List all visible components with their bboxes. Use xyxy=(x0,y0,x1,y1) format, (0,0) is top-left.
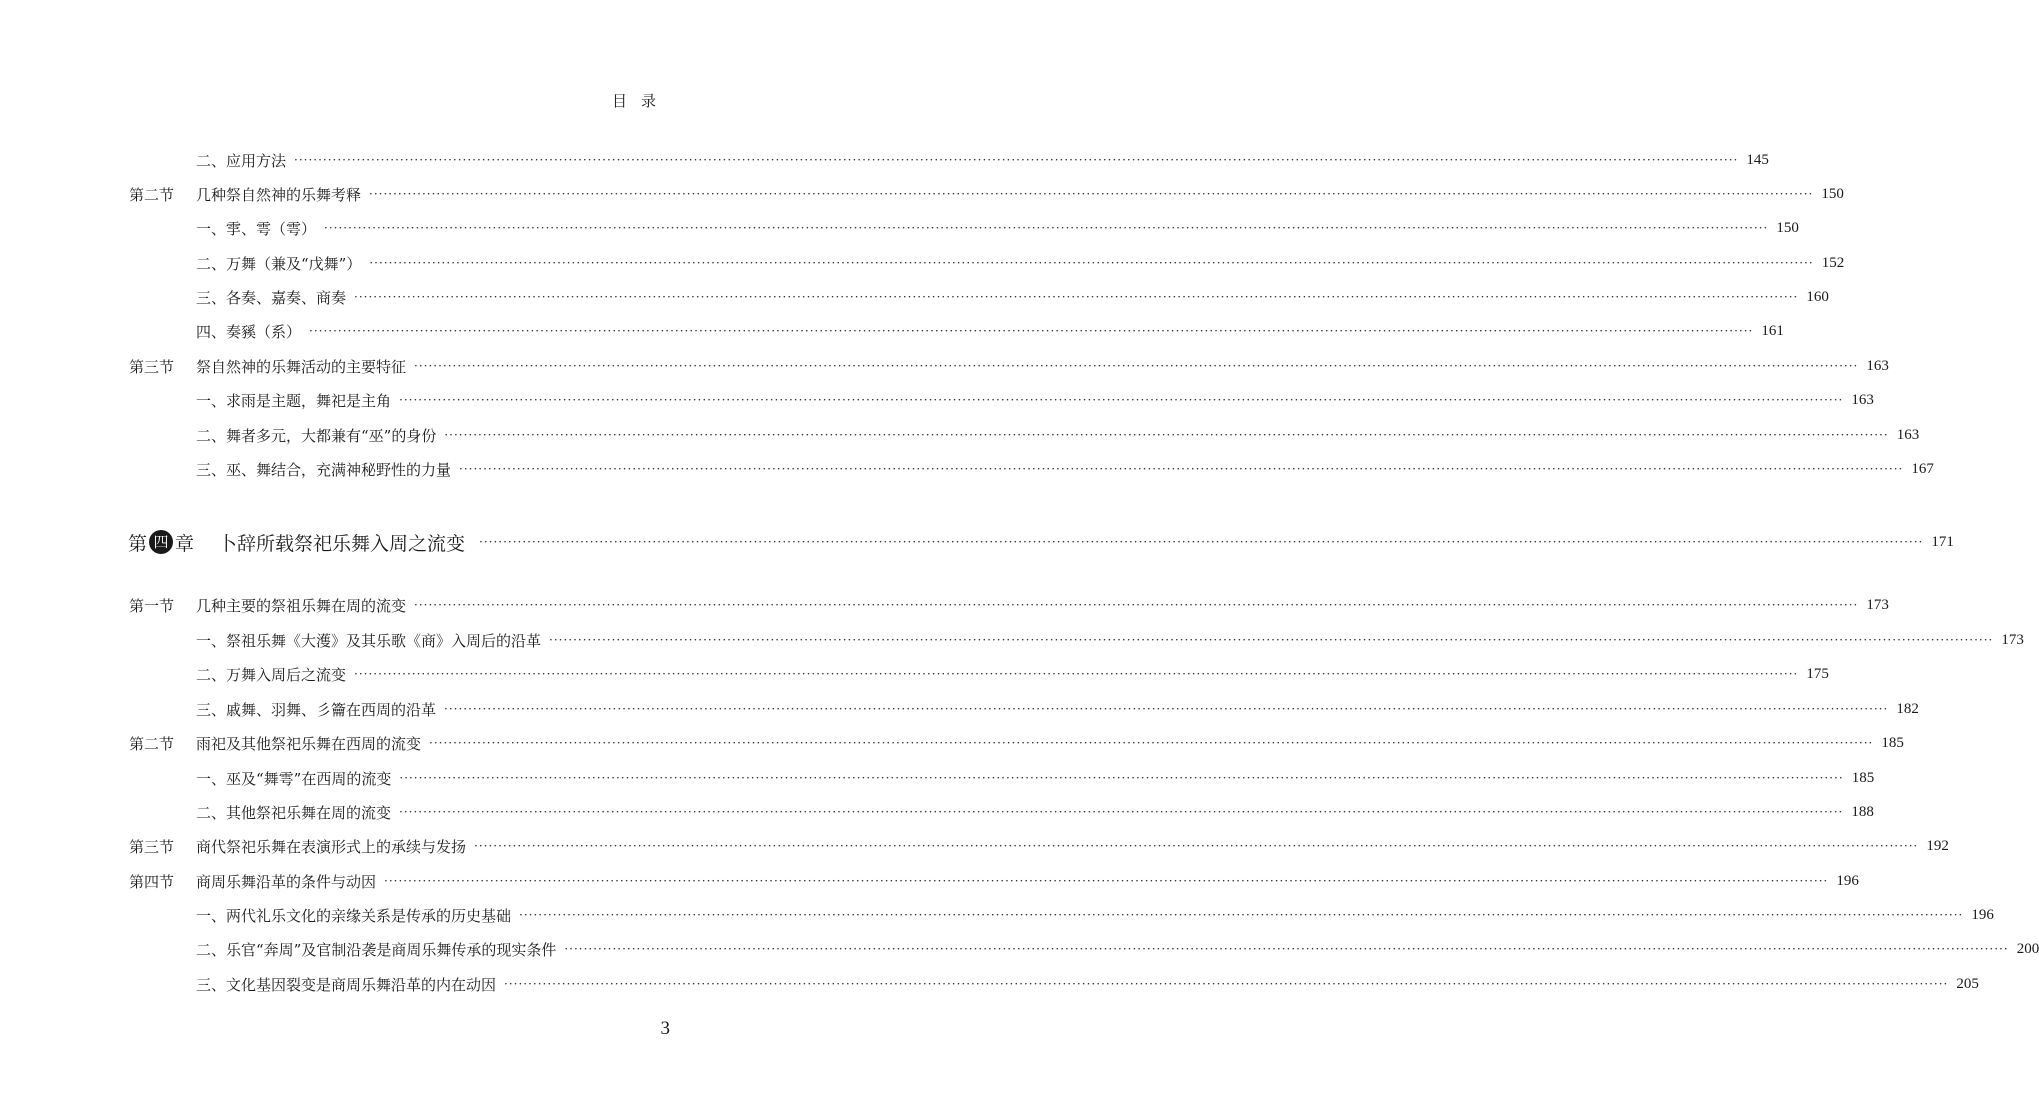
toc-entry-title: 三、巫、舞结合，充满神秘野性的力量 xyxy=(196,460,452,479)
toc-entry-title: 三、文化基因裂变是商周乐舞沿革的内在动因 xyxy=(196,975,497,994)
toc-section-label: 第一节 xyxy=(129,596,175,615)
toc-page-number: 205 xyxy=(1956,975,1979,992)
dot-leader: ············································································································································································································································································································ xyxy=(354,667,1799,681)
toc-section-label: 第三节 xyxy=(129,357,175,376)
toc-item-row xyxy=(0,423,1920,447)
dot-leader: ············································································································································································································································································································ xyxy=(519,908,1964,922)
toc-item-row xyxy=(0,903,1994,927)
toc-item-row xyxy=(0,766,1875,790)
toc-entry-title: 二、舞者多元，大都兼有“巫”的身份 xyxy=(196,426,437,445)
dot-leader: ············································································································································································································································································································ xyxy=(324,221,1769,235)
toc-section-row xyxy=(0,354,1889,378)
dot-leader: ············································································································································································································································································································ xyxy=(459,462,1904,476)
dot-leader: ············································································································································································································································································································ xyxy=(444,428,1889,442)
toc-page-number: 200 xyxy=(2016,940,2039,957)
toc-section-row xyxy=(0,869,1859,893)
dot-leader: ············································································································································································································································································································ xyxy=(504,977,1949,991)
toc-page-number: 163 xyxy=(1866,357,1889,374)
toc-entry-title: 三、各奏、嘉奏、商奏 xyxy=(196,288,347,307)
dot-leader: ············································································································································································································································································································ xyxy=(399,393,1844,407)
toc-section-label: 第二节 xyxy=(129,185,175,204)
toc-page-number: 182 xyxy=(1896,700,1919,717)
toc-entry-title: 几种主要的祭祖乐舞在周的流变 xyxy=(196,596,407,615)
toc-item-row xyxy=(0,388,1874,412)
toc-entry-title: 二、应用方法 xyxy=(196,151,287,170)
toc-page-number: 185 xyxy=(1851,769,1875,786)
page-number: 3 xyxy=(660,1018,670,1039)
toc-page-number: 167 xyxy=(1911,460,1934,477)
toc-page-number: 161 xyxy=(1761,322,1784,339)
toc-page-number: 163 xyxy=(1851,391,1874,408)
toc-page-number: 196 xyxy=(1836,872,1859,889)
toc-item-row xyxy=(0,216,1799,240)
toc-entry-title: 二、其他祭祀乐舞在周的流变 xyxy=(196,803,392,822)
dot-leader: ············································································································································································································································································································ xyxy=(414,598,1859,612)
toc-entry-title: 三、戚舞、羽舞、彡籥在西周的沿革 xyxy=(196,700,437,719)
toc-section-label: 第三节 xyxy=(129,837,175,856)
toc-item-row xyxy=(0,662,1829,686)
toc-page-number: 160 xyxy=(1806,288,1829,305)
toc-page-number: 185 xyxy=(1881,734,1904,751)
toc-item-row xyxy=(0,972,1979,996)
toc-page-number: 150 xyxy=(1821,185,1844,202)
dot-leader: ············································································································································································································································································································ xyxy=(354,290,1799,304)
dot-leader: ············································································································································································································································································································ xyxy=(564,942,2009,956)
dot-leader: ············································································································································································································································································································ xyxy=(474,839,1919,853)
toc-section-label: 第二节 xyxy=(129,734,175,753)
dot-leader: ············································································································································································································································································································ xyxy=(479,535,1924,549)
dot-leader: ············································································································································································································································································································ xyxy=(429,736,1874,750)
toc-item-row xyxy=(0,697,1919,721)
chapter-number-badge: 四 xyxy=(149,530,173,554)
running-header: 目录 xyxy=(611,92,670,110)
toc-item-row xyxy=(0,251,1845,275)
toc-page-number: 171 xyxy=(1931,533,1954,550)
toc-item-row xyxy=(0,457,1934,481)
toc-page-number: 152 xyxy=(1821,254,1845,271)
toc-section-row xyxy=(0,593,1889,617)
dot-leader: ············································································································································································································································································································ xyxy=(309,324,1754,338)
dot-leader: ············································································································································································································································································································ xyxy=(414,359,1859,373)
toc-entry-title: 四、奏豯（系） xyxy=(196,322,302,341)
toc-entry-title: 二、乐官“奔周”及官制沿袭是商周乐舞传承的现实条件 xyxy=(196,940,557,959)
toc-section-label: 第四节 xyxy=(129,872,175,891)
dot-leader: ············································································································································································································································································································ xyxy=(399,771,1844,785)
toc-entry-title: 一、巫及“舞雩”在西周的流变 xyxy=(196,769,392,788)
toc-entry-title: 一、𩁹、雩（雩） xyxy=(196,219,317,238)
toc-chapter-row xyxy=(0,528,1954,556)
toc-entry-title: 雨祀及其他祭祀乐舞在西周的流变 xyxy=(196,734,422,753)
dot-leader: ············································································································································································································································································································ xyxy=(369,256,1814,270)
dot-leader: ············································································································································································································································································································ xyxy=(549,633,1994,647)
toc-page-number: 188 xyxy=(1851,803,1874,820)
toc-entry-title: 二、万舞入周后之流变 xyxy=(196,665,347,684)
toc-entry-title: 一、求雨是主题，舞祀是主角 xyxy=(196,391,392,410)
toc-item-row xyxy=(0,285,1829,309)
toc-entry-title: 商周乐舞沿革的条件与动因 xyxy=(196,872,377,891)
toc-entry-title: 一、祭祖乐舞《大濩》及其乐歌《商》入周后的沿革 xyxy=(196,631,542,650)
toc-page-number: 150 xyxy=(1776,219,1799,236)
chapter-label: 第 四 章 xyxy=(128,529,194,556)
toc-section-row xyxy=(0,182,1844,206)
toc-page-number: 192 xyxy=(1926,837,1949,854)
dot-leader: ············································································································································································································································································································ xyxy=(399,805,1844,819)
toc-entry-title: 一、两代礼乐文化的亲缘关系是传承的历史基础 xyxy=(196,906,512,925)
toc-item-row xyxy=(0,800,1874,824)
toc-entry-title: 二、万舞（兼及“戊舞”） xyxy=(196,254,362,273)
toc-item-row xyxy=(0,628,2024,652)
toc-page-number: 175 xyxy=(1806,665,1829,682)
toc-entry-title: 祭自然神的乐舞活动的主要特征 xyxy=(196,357,407,376)
toc-item-row xyxy=(0,148,1769,172)
toc-item-row xyxy=(0,319,1784,343)
toc-page-number: 145 xyxy=(1746,151,1769,168)
toc-section-row xyxy=(0,731,1904,755)
toc-page-number: 173 xyxy=(1866,596,1889,613)
toc-page-number: 163 xyxy=(1896,426,1920,443)
toc-page-number: 196 xyxy=(1971,906,1994,923)
dot-leader: ············································································································································································································································································································ xyxy=(294,153,1739,167)
dot-leader: ············································································································································································································································································································ xyxy=(384,874,1829,888)
toc-page-number: 173 xyxy=(2001,631,2024,648)
toc-section-row xyxy=(0,834,1949,858)
dot-leader: ············································································································································································································································································································ xyxy=(444,702,1889,716)
toc-item-row xyxy=(0,937,2039,961)
toc-entry-title: 几种祭自然神的乐舞考释 xyxy=(196,185,362,204)
dot-leader: ············································································································································································································································································································ xyxy=(369,187,1814,201)
toc-entry-title: 商代祭祀乐舞在表演形式上的承续与发扬 xyxy=(196,837,467,856)
chapter-title: 卜辞所载祭祀乐舞入周之流变 xyxy=(218,532,466,555)
